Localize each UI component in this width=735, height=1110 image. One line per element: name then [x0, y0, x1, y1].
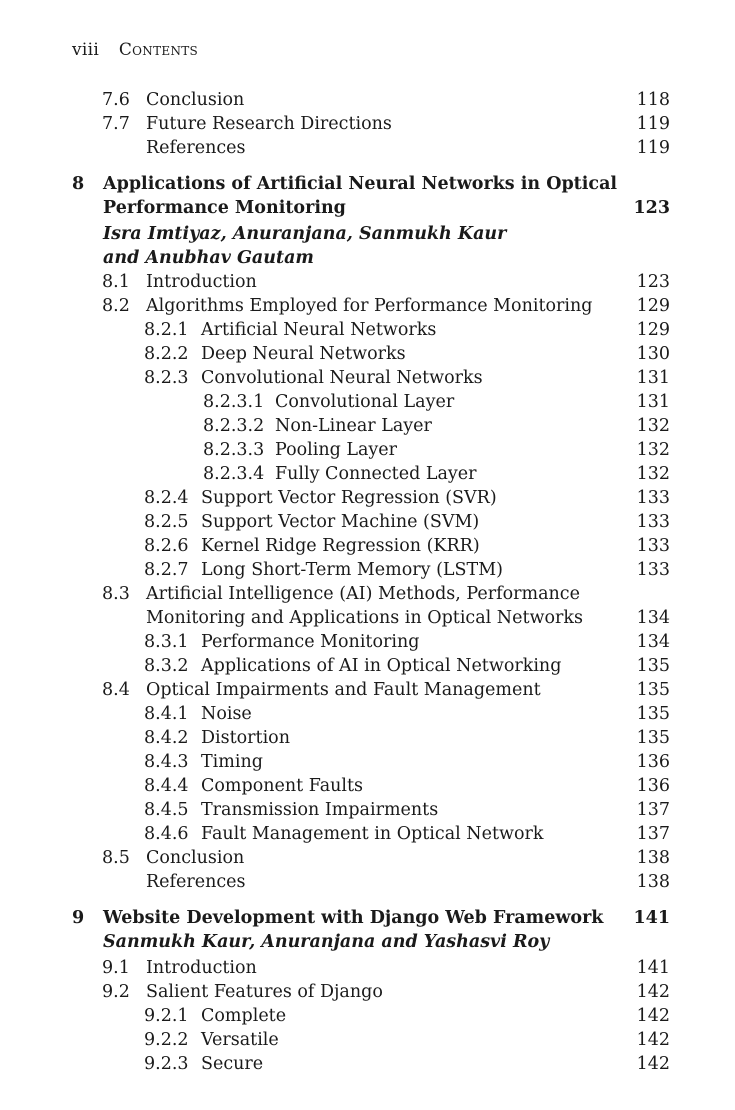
- toc-entry-number: 8.2.3.1: [203, 392, 265, 412]
- toc-entry-page: 134: [636, 632, 670, 652]
- toc-entry: [0, 486, 735, 510]
- toc-entry-title: Distortion: [201, 728, 290, 748]
- toc-entry-page: 132: [636, 464, 670, 484]
- running-header: [72, 40, 198, 60]
- toc-entry: [0, 822, 735, 846]
- toc-entry: [0, 774, 735, 798]
- toc-entry-number: 9.2.3: [144, 1054, 189, 1074]
- toc-entry: [0, 270, 735, 294]
- toc-entry-title: Performance Monitoring: [201, 632, 420, 652]
- toc-entry-page: 129: [636, 296, 670, 316]
- toc-entry: [0, 702, 735, 726]
- toc-entry-page: 141: [636, 958, 670, 978]
- toc-entry: [0, 414, 735, 438]
- toc-entry: [0, 136, 735, 160]
- toc-entry-number: 9.1: [102, 958, 130, 978]
- toc-entry-title: Introduction: [146, 958, 257, 978]
- toc-entry-title: Website Development with Django Web Framework: [103, 908, 604, 928]
- toc-entry-title: Performance Monitoring: [103, 198, 346, 218]
- toc-entry: [0, 1052, 735, 1076]
- toc-entry-title: Convolutional Neural Networks: [201, 368, 483, 388]
- toc-entry-page: 133: [636, 512, 670, 532]
- toc-entry-title: Salient Features of Django: [146, 982, 383, 1002]
- toc-entry-number: 8.5: [102, 848, 130, 868]
- toc-entry-title: Versatile: [201, 1030, 279, 1050]
- toc-entry-title: Complete: [201, 1006, 287, 1026]
- toc-entry-title: Secure: [201, 1054, 264, 1074]
- toc-entry-title: Pooling Layer: [275, 440, 398, 460]
- toc-entry-page: 133: [636, 536, 670, 556]
- toc-entry-number: 7.7: [102, 114, 130, 134]
- toc-entry-number: 8.3.1: [144, 632, 189, 652]
- toc-entry-title: Transmission Impairments: [201, 800, 439, 820]
- toc-entry-title: Applications of Artificial Neural Networks in Optical: [103, 174, 618, 194]
- toc-entry-title: Introduction: [146, 272, 257, 292]
- toc-entry-page: 136: [636, 752, 670, 772]
- toc-entry: [0, 462, 735, 486]
- toc-entry-page: 142: [636, 982, 670, 1002]
- toc-entry-number: 8.2.3.4: [203, 464, 265, 484]
- toc-entry-page: 135: [636, 704, 670, 724]
- toc-entry-number: 8.2: [102, 296, 130, 316]
- toc-entry: [0, 112, 735, 136]
- toc-entry: [0, 438, 735, 462]
- toc-entry-title: Support Vector Machine (SVM): [201, 512, 480, 532]
- toc-entry-page: 138: [636, 872, 670, 892]
- toc-entry: [0, 798, 735, 822]
- toc-entry: [0, 1004, 735, 1028]
- toc-entry-page: 142: [636, 1030, 670, 1050]
- toc-entry: [0, 582, 735, 606]
- toc-entry-title: Artificial Intelligence (AI) Methods, Performance: [146, 584, 580, 604]
- toc-entry-number: 8.2.1: [144, 320, 189, 340]
- toc-entry-page: 131: [636, 368, 670, 388]
- toc-entry-number: 8.2.7: [144, 560, 189, 580]
- toc-entry-page: 141: [633, 908, 670, 928]
- toc-entry-number: 8.2.3: [144, 368, 189, 388]
- toc-entry: [0, 750, 735, 774]
- toc-entry-title: Sanmukh Kaur, Anuranjana and Yashasvi Roy: [103, 932, 550, 952]
- toc-entry: [0, 630, 735, 654]
- toc-entry-title: Algorithms Employed for Performance Monitoring: [146, 296, 593, 316]
- toc-entry-page: 118: [636, 90, 670, 110]
- toc-entry-title: Support Vector Regression (SVR): [201, 488, 497, 508]
- toc-entry: [0, 606, 735, 630]
- toc-entry-title: Timing: [201, 752, 263, 772]
- toc-entry-number: 8.3.2: [144, 656, 189, 676]
- toc-entry-title: and Anubhav Gautam: [103, 248, 314, 268]
- toc-entry: [0, 390, 735, 414]
- toc-entry-page: 136: [636, 776, 670, 796]
- toc-entry-title: Conclusion: [146, 90, 245, 110]
- toc-entry: [0, 366, 735, 390]
- toc-entry: [0, 726, 735, 750]
- toc-entry-title: Non-Linear Layer: [275, 416, 432, 436]
- toc-entry-page: 132: [636, 440, 670, 460]
- toc-entry-title: Component Faults: [201, 776, 364, 796]
- toc-entry: [0, 88, 735, 112]
- toc-entry-page: 135: [636, 680, 670, 700]
- toc-entry-number: 8.2.6: [144, 536, 189, 556]
- toc-entry-page: 133: [636, 488, 670, 508]
- toc-entry: [0, 980, 735, 1004]
- toc-entry: [0, 534, 735, 558]
- toc-entry-title: Conclusion: [146, 848, 245, 868]
- toc-entry-number: 8.3: [102, 584, 130, 604]
- header-title: Contents: [118, 40, 199, 60]
- toc-entry-page: 142: [636, 1006, 670, 1026]
- toc-entry: [0, 246, 735, 270]
- toc-entry-number: 8.4: [102, 680, 130, 700]
- toc-entry: [0, 906, 735, 930]
- toc-entry-title: Future Research Directions: [146, 114, 392, 134]
- toc-entry-page: 135: [636, 656, 670, 676]
- toc-entry-page: 123: [633, 198, 670, 218]
- toc-entry: [0, 196, 735, 220]
- toc-entry-number: 8.2.5: [144, 512, 189, 532]
- header-page-number: viii: [72, 40, 100, 60]
- toc-entry-title: Deep Neural Networks: [201, 344, 406, 364]
- toc-entry-title: Isra Imtiyaz, Anuranjana, Sanmukh Kaur: [103, 224, 507, 244]
- toc-entry-title: References: [146, 138, 246, 158]
- toc-entry: [0, 342, 735, 366]
- toc-entry-number: 9.2.2: [144, 1030, 189, 1050]
- toc-entry-page: 119: [636, 114, 670, 134]
- toc-entry: [0, 318, 735, 342]
- toc-entry-page: 135: [636, 728, 670, 748]
- toc-entry: [0, 172, 735, 196]
- toc-entry-page: 133: [636, 560, 670, 580]
- toc-entry-number: 8.4.3: [144, 752, 189, 772]
- toc-entry-page: 142: [636, 1054, 670, 1074]
- toc-entry-page: 138: [636, 848, 670, 868]
- toc-entry-title: Monitoring and Applications in Optical Networks: [146, 608, 583, 628]
- toc-entry-number: 8.2.2: [144, 344, 189, 364]
- toc-entry: [0, 558, 735, 582]
- toc-entry-number: 8.4.4: [144, 776, 189, 796]
- toc-entry-number: 8.4.2: [144, 728, 189, 748]
- toc-entry-title: Fully Connected Layer: [275, 464, 477, 484]
- toc-entry: [0, 930, 735, 954]
- toc-entry: [0, 294, 735, 318]
- toc-entry-title: Fault Management in Optical Network: [201, 824, 544, 844]
- toc-entry-page: 130: [636, 344, 670, 364]
- toc-entry-number: 8.4.5: [144, 800, 189, 820]
- toc-entry: [0, 870, 735, 894]
- toc-entry: [0, 956, 735, 980]
- toc-entry-number: 8.1: [102, 272, 130, 292]
- toc-entry: [0, 510, 735, 534]
- toc-entry-title: Optical Impairments and Fault Management: [146, 680, 541, 700]
- toc-entry-number: 9.2.1: [144, 1006, 189, 1026]
- toc-entry-number: 8.4.6: [144, 824, 189, 844]
- toc-entry-number: 8: [72, 174, 85, 194]
- toc-entry-title: Long Short-Term Memory (LSTM): [201, 560, 503, 580]
- toc-entry-title: References: [146, 872, 246, 892]
- toc-entry: [0, 1028, 735, 1052]
- toc-entry-page: 123: [636, 272, 670, 292]
- toc-entry-title: Kernel Ridge Regression (KRR): [201, 536, 480, 556]
- toc-entry-page: 137: [636, 824, 670, 844]
- toc-entry-page: 119: [636, 138, 670, 158]
- toc-entry: [0, 222, 735, 246]
- toc-entry-number: 8.2.3.3: [203, 440, 265, 460]
- toc-entry-page: 134: [636, 608, 670, 628]
- toc-entry-number: 8.2.3.2: [203, 416, 265, 436]
- toc-entry: [0, 654, 735, 678]
- toc-entry: [0, 846, 735, 870]
- toc-entry-page: 137: [636, 800, 670, 820]
- toc-entry-number: 8.2.4: [144, 488, 189, 508]
- toc-entry-page: 129: [636, 320, 670, 340]
- toc-entry-title: Noise: [201, 704, 252, 724]
- toc-entry-number: 9: [72, 908, 85, 928]
- toc-entry: [0, 678, 735, 702]
- toc-entry-page: 131: [636, 392, 670, 412]
- toc-entry-number: 7.6: [102, 90, 130, 110]
- toc-entry-page: 132: [636, 416, 670, 436]
- toc-entry-number: 9.2: [102, 982, 130, 1002]
- toc-entry-title: Artificial Neural Networks: [201, 320, 437, 340]
- toc-entry-title: Convolutional Layer: [275, 392, 455, 412]
- toc-entry-title: Applications of AI in Optical Networking: [201, 656, 562, 676]
- toc-entry-number: 8.4.1: [144, 704, 189, 724]
